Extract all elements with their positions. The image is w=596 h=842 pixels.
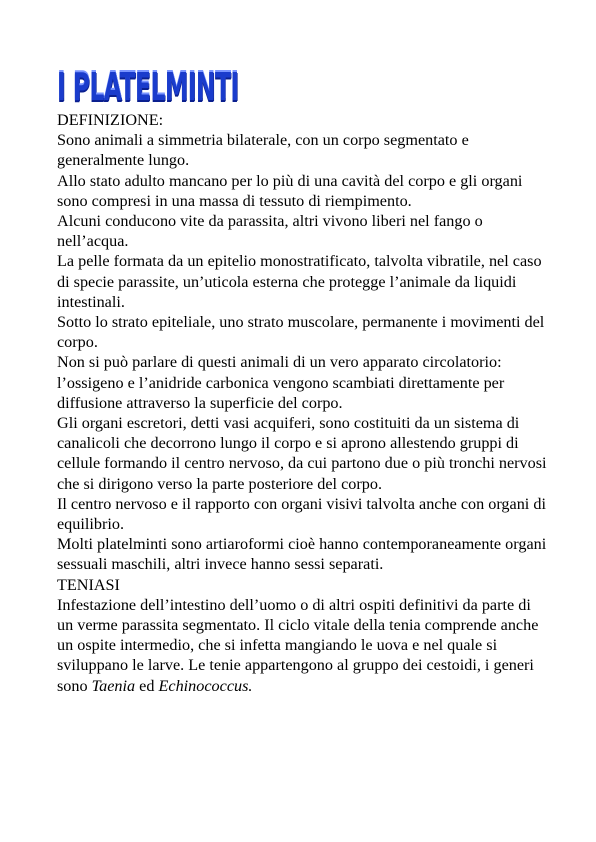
page-title: I PLATELMINTI [57,65,239,109]
paragraph: Sotto lo strato epiteliale, uno strato muscolare, permanente i movimenti del corpo. [57,313,545,352]
paragraph: Sono animali a simmetria bilaterale, con un corpo segmentato e generalmente lungo. [57,131,469,170]
conjunction: ed [135,676,159,695]
section-heading-definizione: DEFINIZIONE: [57,111,164,129]
paragraph: Non si può parlare di questi animali di un vero apparato circolatorio: l’ossigeno e l’anidride carbonica vengono scambiati direttamente per diffusione attraverso la superficie del corpo. [57,353,505,412]
paragraph: Allo stato adulto mancano per lo più di una cavità del corpo e gli organi sono compresi in una massa di tessuto di riempimento. [57,171,523,210]
paragraph-text: Infestazione dell’intestino dell’uomo o di altri ospiti definitivi da parte di un verme parassita segmentato. Il ciclo vitale della tenia comprende anche un ospite intermedio, che si infetta mangiando le uova e nel quale si sviluppano le larve. Le tenie appartengono al gruppo dei cestoidi, i generi sono [57,595,539,695]
paragraph: Gli organi escretori, detti vasi acquiferi, sono costituiti da un sistema di canalicoli che decorrono lungo il corpo e si aprono allestendo gruppi di cellule formando il centro nervoso, da cui partono due o più tronchi nervosi che si dirigono verso la parte posteriore del corpo. [57,414,547,493]
paragraph: Molti platelminti sono artiaroformi cioè hanno contemporaneamente organi sessuali maschili, altri invece hanno sessi separati. [57,535,547,574]
document-page [57,62,547,696]
document-body [57,110,547,696]
paragraph: La pelle formata da un epitelio monostratificato, talvolta vibratile, nel caso di specie parassite, un’uticola esterna che protegge l’animale da liquidi intestinali. [57,252,542,311]
genus-taenia: Taenia [91,676,136,695]
section-heading-teniasi: TENIASI [57,575,120,594]
paragraph-teniasi [57,595,547,696]
paragraph: Il centro nervoso e il rapporto con organi visivi talvolta anche con organi di equilibrio. [57,494,546,534]
paragraph: Alcuni conducono vite da parassita, altri vivono liberi nel fango o nell’acqua. [57,212,483,251]
genus-echinococcus: Echinococcus. [158,676,253,695]
